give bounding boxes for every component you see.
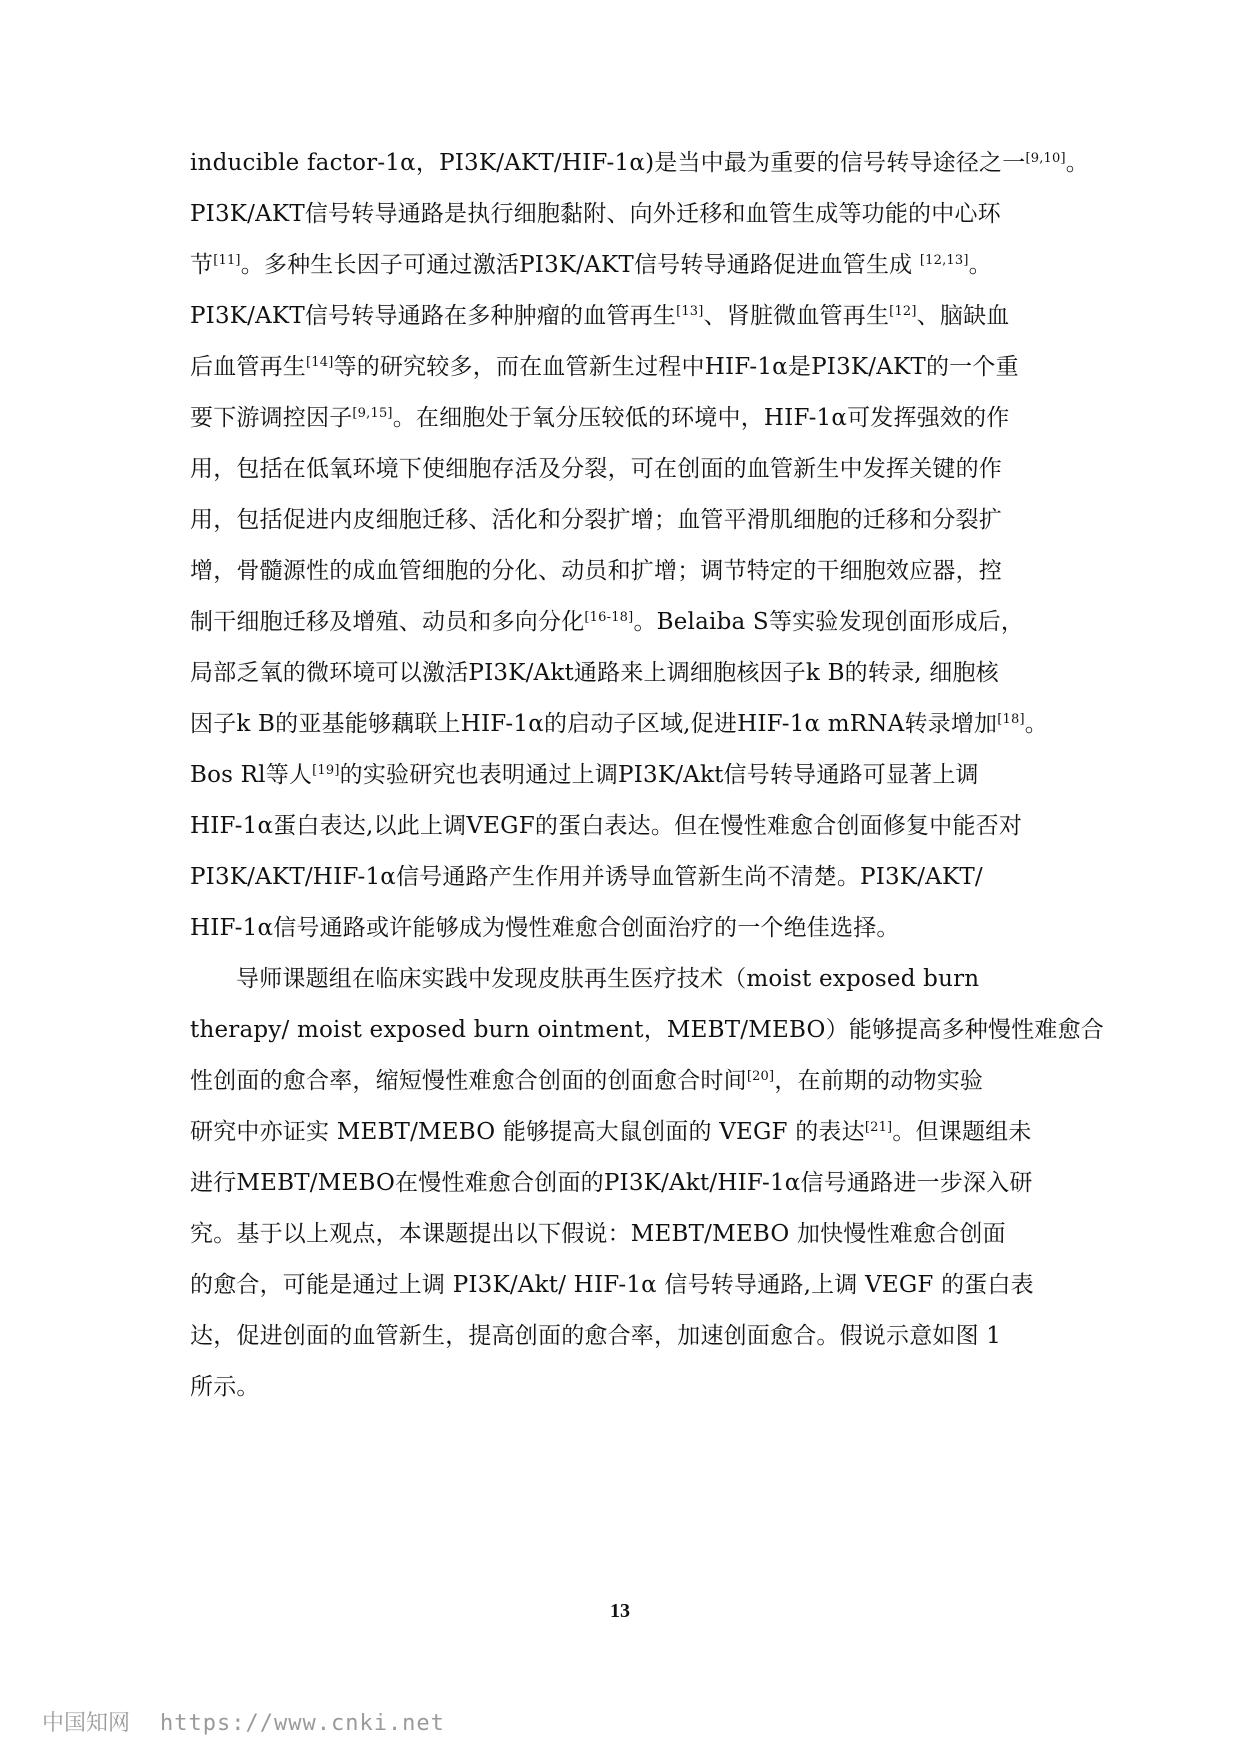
citation-superscript: [11] (213, 253, 241, 268)
text-line: 要下游调控因子[9,15]。在细胞处于氧分压较低的环境中，HIF-1α可发挥强效的作 (190, 405, 1010, 431)
text-line: 局部乏氧的微环境可以激活PI3K/Akt通路来上调细胞核因子k B的转录, 细胞核 (190, 660, 999, 686)
citation-superscript: [19] (312, 763, 340, 778)
watermark-url: https://www.cnki.net (160, 1711, 445, 1736)
text-line: 后血管再生[14]等的研究较多，而在血管新生过程中HIF-1α是PI3K/AKT的一个重 (190, 354, 1019, 380)
text-line: 节[11]。多种生长因子可通过激活PI3K/AKT信号转导通路促进血管生成 [12,13]。 (190, 252, 992, 278)
text-line: PI3K/AKT信号转导通路在多种肿瘤的血管再生[13]、肾脏微血管再生[12]、脑缺血 (190, 303, 1010, 329)
citation-superscript: [18] (997, 712, 1025, 727)
watermark-brand: 中国知网 (42, 1711, 131, 1736)
text-line: 究。基于以上观点，本课题提出以下假说：MEBT/MEBO 加快慢性难愈合创面 (190, 1221, 1006, 1247)
page-number: 13 (610, 1600, 630, 1622)
text-line: 用，包括在低氧环境下使细胞存活及分裂，可在创面的血管新生中发挥关键的作 (190, 456, 1002, 482)
text-line: 增，骨髓源性的成血管细胞的分化、动员和扩增；调节特定的干细胞效应器，控 (190, 558, 1002, 584)
text-line: PI3K/AKT/HIF-1α信号通路产生作用并诱导血管新生尚不清楚。PI3K/AKT/ (190, 864, 983, 890)
text-line: HIF-1α信号通路或许能够成为慢性难愈合创面治疗的一个绝佳选择。 (190, 915, 900, 941)
cnki-watermark (42, 1706, 445, 1737)
citation-superscript: [20] (746, 1069, 775, 1084)
text-line: HIF-1α蛋白表达,以此上调VEGF的蛋白表达。但在慢性难愈合创面修复中能否对 (190, 813, 1023, 839)
citation-superscript: [9,10] (1025, 151, 1066, 166)
text-line: 导师课题组在临床实践中发现皮肤再生医疗技术（moist exposed burn (236, 966, 980, 992)
citation-superscript: [12] (889, 304, 917, 319)
text-line: therapy/ moist exposed burn ointment，MEBT/MEBO）能够提高多种慢性难愈合 (190, 1017, 1104, 1043)
citation-superscript: [16-18] (584, 610, 634, 625)
text-line: 的愈合，可能是通过上调 PI3K/Akt/ HIF-1α 信号转导通路,上调 VEGF 的蛋白表 (190, 1272, 1034, 1298)
text-line: PI3K/AKT信号转导通路是执行细胞黏附、向外迁移和血管生成等功能的中心环 (190, 201, 1001, 227)
text-line: inducible factor-1α，PI3K/AKT/HIF-1α)是当中最为重要的信号转导途径之一[9,10]。 (190, 150, 1089, 176)
body-paragraph-1 (190, 138, 1089, 954)
text-line: 研究中亦证实 MEBT/MEBO 能够提高大鼠创面的 VEGF 的表达[21]。但课题组未 (190, 1119, 1032, 1145)
text-line: 用，包括促进内皮细胞迁移、活化和分裂扩增；血管平滑肌细胞的迁移和分裂扩 (190, 507, 1002, 533)
text-line: 性创面的愈合率，缩短慢性难愈合创面的创面愈合时间[20]，在前期的动物实验 (190, 1068, 984, 1094)
text-line: Bos Rl等人[19]的实验研究也表明通过上调PI3K/Akt信号转导通路可显著上调 (190, 762, 979, 788)
text-line: 进行MEBT/MEBO在慢性难愈合创面的PI3K/Akt/HIF-1α信号通路进一步深入研 (190, 1170, 1033, 1196)
citation-superscript: [14] (306, 355, 334, 370)
text-line: 制干细胞迁移及增殖、动员和多向分化[16-18]。Belaiba S等实验发现创面形成后， (190, 609, 1025, 635)
citation-superscript: [12,13] (919, 253, 969, 268)
citation-superscript: [13] (676, 304, 704, 319)
text-line: 因子k B的亚基能够藕联上HIF-1α的启动子区域,促进HIF-1α mRNA转录增加[18]。 (190, 711, 1048, 737)
citation-superscript: [9,15] (352, 406, 393, 421)
body-paragraph-2 (190, 954, 1104, 1413)
text-line: 达，促进创面的血管新生，提高创面的愈合率，加速创面愈合。假说示意如图 1 (190, 1323, 1002, 1349)
text-line: 所示。 (190, 1374, 260, 1400)
citation-superscript: [21] (864, 1120, 893, 1135)
